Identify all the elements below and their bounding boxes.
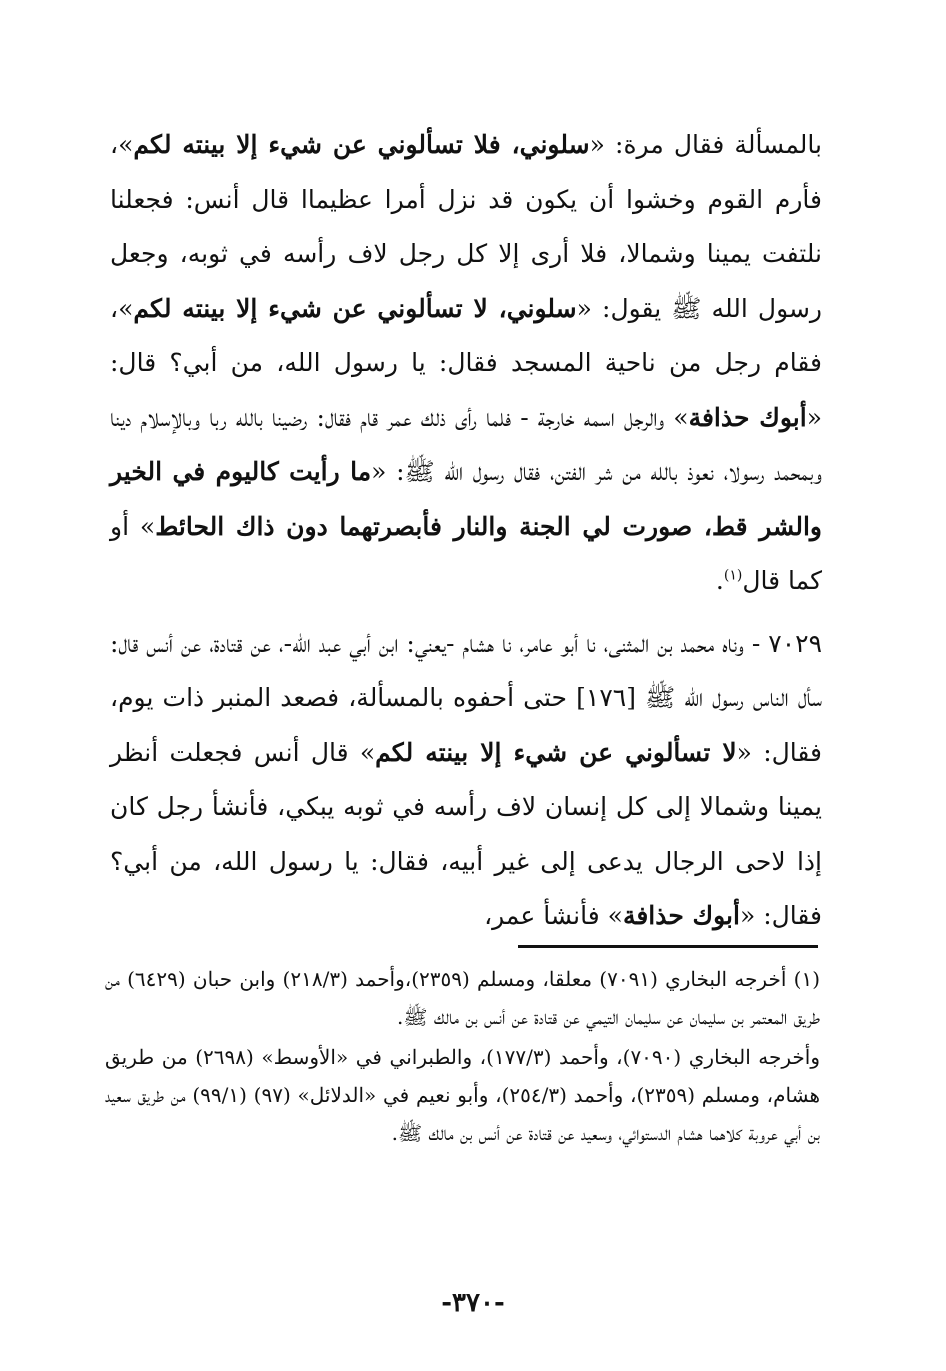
quoted-hadith-text: ما رأيت كاليوم في الخير والشر قط، صورت لي الجنة والنار فأبصرتهما دون ذاك الحائط: [110, 457, 822, 541]
quoted-hadith-text: أبوك حذافة: [622, 901, 740, 930]
text-segment: » أو كما قال: [110, 511, 822, 595]
main-text: [110, 118, 822, 944]
text-segment: »، فقام رجل من ناحية المسجد فقال: يا رسول الله، من أبي؟ قال: «: [110, 293, 822, 432]
paragraph-1: [110, 118, 822, 609]
quoted-hadith-text: سلوني، لا تسألوني عن شيء إلا بينته لكم: [133, 293, 577, 323]
text-segment: بالمسألة فقال مرة: «: [589, 130, 823, 159]
text-segment: .: [715, 566, 724, 595]
text-segment: » قال أنس فجعلت أنظر يمينا وشمالا إلى كل إنسان لاف رأسه في ثوبه يبكي، فأنشأ رجل كان إذا لاحى الرجال يدعى إلى غير أبيه، فقال: يا رسول الله، من أبي؟ فقال: «: [110, 737, 822, 930]
quoted-hadith-text: لا تسألوني عن شيء إلا بينته لكم: [375, 737, 737, 767]
footnote-1-continuation: وأخرجه البخاري (٧٠٩٠)، وأحمد (١٧٧/٣)، والطبراني في «الأوسط» (٢٦٩٨) من طريق هشام، ومسلم (٢٣٥٩)، وأحمد (٢٥٤/٣)، وأبو نعيم في «الدلائل» (٩٧) (٩٩/١) من طريق سعيد بن أبي عروبة كلاهما هشام الدستوائي، وسعيد عن قتادة عن أنس بن مالك ﷺ.: [105, 1045, 821, 1145]
paragraph-2: [110, 617, 822, 944]
page-number: -٣٧٠-: [441, 1288, 505, 1318]
footnotes: [105, 960, 820, 1152]
text-segment: »، فأرم القوم وخشوا أن يكون قد نزل أمرا عظيماا قال أنس: فجعلنا نلتفت يمينا وشمالا، فلا أرى إلا كل رجل لاف رأسه في ثوبه، وجعل رسول الله ﷺ يقول: «: [110, 130, 823, 323]
footnote-1: (١) أخرجه البخاري (٧٠٩١) معلقا، ومسلم (٢٣٥٩)،وأحمد (٢١٨/٣) وابن حبان (٦٤٢٩) من طريق المعتمر بن سليمان عن سليمان التيمي عن قتادة عن أنس بن مالك ﷺ.: [105, 967, 820, 1029]
text-segment: » فأنشأ عمر،: [484, 901, 623, 930]
footnote-marker: (١): [723, 567, 743, 584]
text-segment: » والرجل اسمه خارجة - فلما رأى ذلك عمر قام فقال: رضينا بالله ربا وبالإسلام دينا وبمحمد رسولا، نعوذ بالله من شر الفتن، فقال رسول الله ﷺ: «: [110, 402, 822, 486]
text-segment: ٧٠٢٩ - وناه محمد بن المثنى، نا أبو عامر، نا هشام -يعني: ابن أبي عبد الله-، عن قتادة، عن أنس قال: سأل الناس رسول الله ﷺ [١٧٦] حتى أحفوه بالمسألة، فصعد المنبر ذات يوم، فقال: «: [110, 628, 822, 767]
quoted-hadith-text: سلوني، فلا تسألوني عن شيء إلا بينته لكم: [133, 130, 590, 159]
footnote-separator: [518, 945, 818, 948]
quoted-hadith-text: أبوك حذافة: [688, 402, 807, 432]
